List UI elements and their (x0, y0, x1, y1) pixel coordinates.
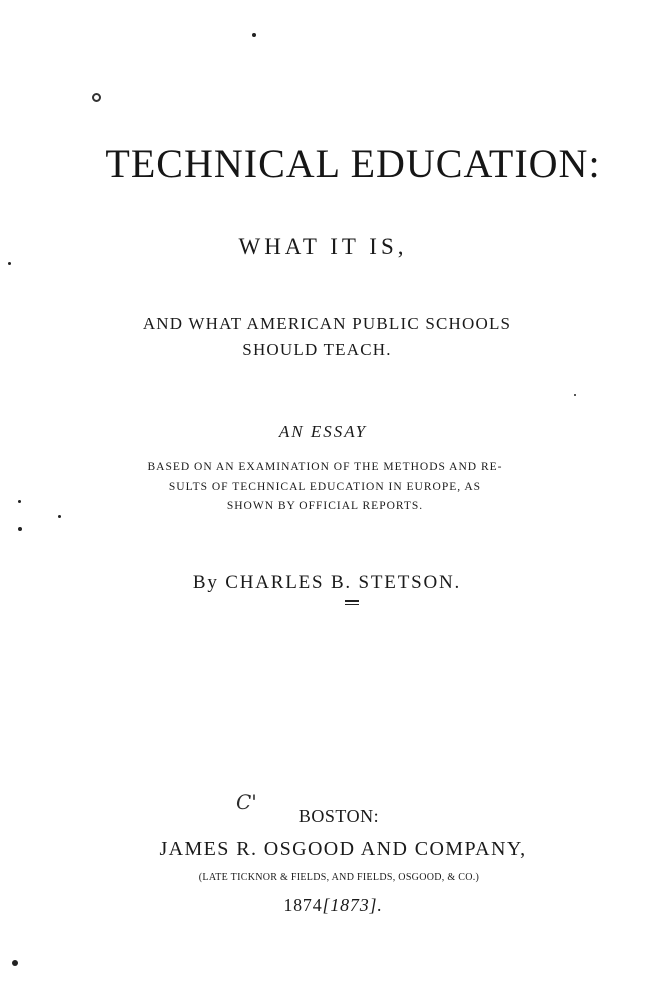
printed-year: 1874 (283, 895, 323, 915)
ink-speck (252, 33, 256, 37)
publication-year (0, 895, 666, 916)
ink-speck (8, 262, 11, 265)
subtitle-what-it-is: WHAT IT IS, (238, 234, 408, 259)
essay-label: AN ESSAY (278, 422, 368, 441)
description-line-2: SULTS OF TECHNICAL EDUCATION IN EUROPE, AS (168, 481, 482, 493)
ink-speck (12, 960, 18, 966)
author-line: By CHARLES B. STETSON. (192, 572, 462, 593)
publisher-former-names: (LATE TICKNOR & FIELDS, AND FIELDS, OSGOOD, & CO.) (198, 872, 480, 883)
subtitle-line-1: AND WHAT AMERICAN PUBLIC SCHOOLS (142, 314, 512, 333)
handwritten-pencil-note: C' (236, 790, 257, 814)
ink-speck (18, 527, 22, 531)
publication-place: BOSTON: (298, 806, 380, 826)
book-title: TECHNICAL EDUCATION: (105, 141, 601, 186)
handwritten-underline (345, 600, 359, 605)
publisher-name: JAMES R. OSGOOD AND COMPANY, (159, 838, 527, 860)
subtitle-line-2: SHOULD TEACH. (242, 340, 392, 359)
handwritten-year: [1873]. (322, 895, 383, 915)
ink-ring-mark (92, 93, 101, 102)
description-line-1: BASED ON AN EXAMINATION OF THE METHODS AND RE- (147, 461, 503, 473)
ink-speck (574, 394, 576, 396)
ink-speck (58, 515, 61, 518)
description-line-3: SHOWN BY OFFICIAL REPORTS. (226, 500, 424, 512)
